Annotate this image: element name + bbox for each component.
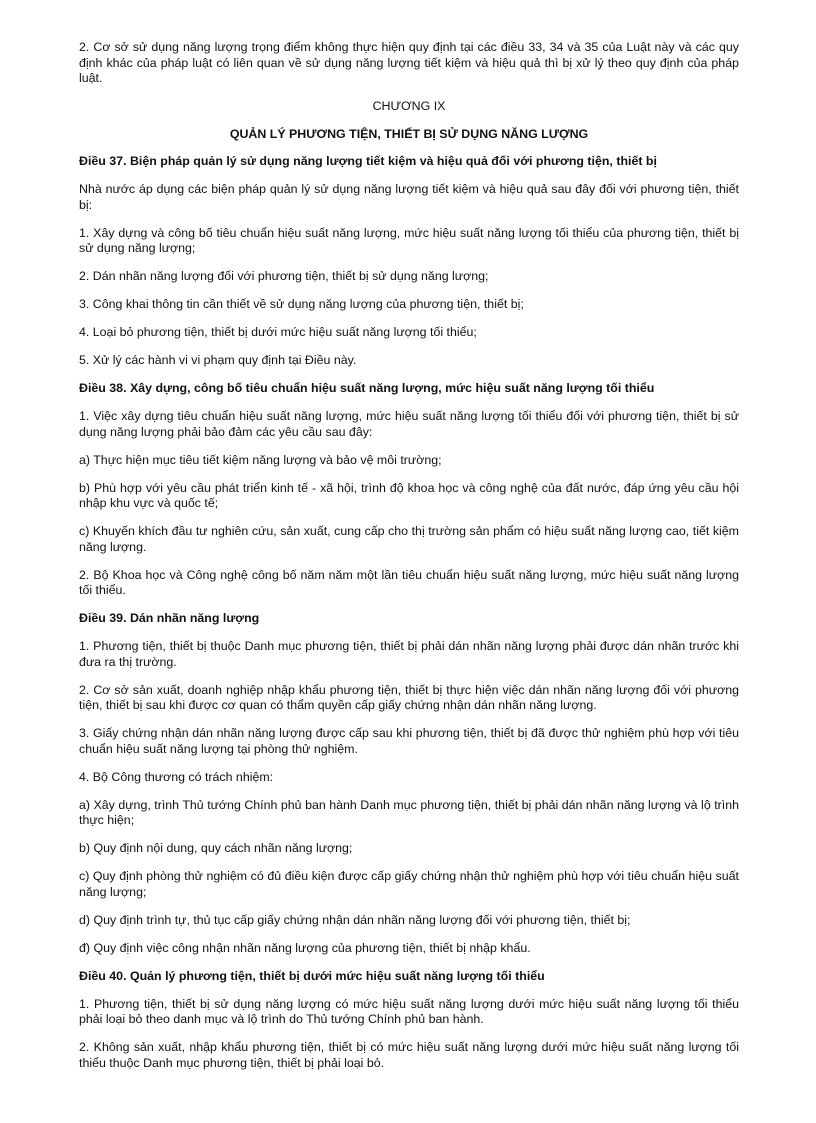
article-37-paragraph: 1. Xây dựng và công bố tiêu chuẩn hiệu suất năng lượng, mức hiệu suất năng lượng tối thiểu của phương tiện, thiết bị sử dụng năng lượng; xyxy=(79,225,739,255)
chapter-label: CHƯƠNG IX xyxy=(372,99,446,113)
article-37-paragraph: 3. Công khai thông tin cần thiết về sử dụng năng lượng của phương tiện, thiết bị; xyxy=(79,297,524,311)
article-38-heading: Điều 38. Xây dựng, công bố tiêu chuẩn hiệu suất năng lượng, mức hiệu suất năng lượng tối thiểu xyxy=(79,381,655,395)
article-37-paragraph: 5. Xử lý các hành vi vi phạm quy định tại Điều này. xyxy=(79,353,357,367)
article-37-paragraph: Nhà nước áp dụng các biện pháp quản lý sử dụng năng lượng tiết kiệm và hiệu quả sau đây đối với phương tiện, thiết bị: xyxy=(79,182,739,212)
article-38-paragraph: 1. Việc xây dựng tiêu chuẩn hiệu suất năng lượng, mức hiệu suất năng lượng tối thiểu đối với phương tiện, thiết bị sử dụng năng lượng phải bảo đảm các yêu cầu sau đây: xyxy=(79,409,739,439)
article-39-paragraph: đ) Quy định việc công nhận nhãn năng lượng của phương tiện, thiết bị nhập khẩu. xyxy=(79,940,531,955)
article-37-paragraph: 2. Dán nhãn năng lượng đối với phương tiện, thiết bị sử dụng năng lượng; xyxy=(79,269,489,283)
article-38-paragraph: c) Khuyến khích đầu tư nghiên cứu, sản xuất, cung cấp cho thị trường sản phẩm có hiệu suất năng lượng cao, tiết kiệm năng lượng. xyxy=(79,524,739,554)
article-39-paragraph: 1. Phương tiện, thiết bị thuộc Danh mục phương tiện, thiết bị phải dán nhãn năng lượng phải được dán nhãn trước khi đưa ra thị trường. xyxy=(79,639,739,669)
article-38-paragraph: a) Thực hiện mục tiêu tiết kiệm năng lượng và bảo vệ môi trường; xyxy=(79,452,442,467)
article-37-heading: Điều 37. Biện pháp quản lý sử dụng năng lượng tiết kiệm và hiệu quả đối với phương tiện, thiết bị xyxy=(79,154,657,168)
article-39-paragraph: c) Quy định phòng thử nghiệm có đủ điều kiện được cấp giấy chứng nhận thử nghiệm phù hợp với tiêu chuẩn hiệu suất năng lượng; xyxy=(79,869,739,899)
document-page xyxy=(79,40,739,1084)
article-38-paragraph: 2. Bộ Khoa học và Công nghệ công bố năm năm một lần tiêu chuẩn hiệu suất năng lượng, mức hiệu suất năng lượng tối thiểu. xyxy=(79,567,739,597)
article-40-heading: Điều 40. Quản lý phương tiện, thiết bị dưới mức hiệu suất năng lượng tối thiểu xyxy=(79,968,545,983)
article-37-paragraph: 4. Loại bỏ phương tiện, thiết bị dưới mức hiệu suất năng lượng tối thiểu; xyxy=(79,325,477,339)
article-39-paragraph: 3. Giấy chứng nhận dán nhãn năng lượng được cấp sau khi phương tiện, thiết bị đã được thử nghiệm phù hợp với tiêu chuẩn hiệu suất năng lượng tại phòng thử nghiệm. xyxy=(79,726,739,756)
article-39-paragraph: a) Xây dựng, trình Thủ tướng Chính phủ ban hành Danh mục phương tiện, thiết bị phải dán nhãn năng lượng và lộ trình thực hiện; xyxy=(79,797,739,827)
article-39-paragraph: 4. Bộ Công thương có trách nhiệm: xyxy=(79,769,274,784)
chapter-title: QUẢN LÝ PHƯƠNG TIỆN, THIẾT BỊ SỬ DỤNG NĂNG LƯỢNG xyxy=(229,126,589,141)
article-40-paragraph: 2. Không sản xuất, nhập khẩu phương tiện, thiết bị có mức hiệu suất năng lượng dưới mức hiệu suất năng lượng tối thiểu thuộc Danh mục phương tiện, thiết bị phải loại bỏ. xyxy=(79,1040,739,1070)
article-39-paragraph: b) Quy định nội dung, quy cách nhãn năng lượng; xyxy=(79,841,353,855)
article-39-heading: Điều 39. Dán nhãn năng lượng xyxy=(79,611,260,625)
article-40-paragraph: 1. Phương tiện, thiết bị sử dụng năng lượng có mức hiệu suất năng lượng dưới mức hiệu suất năng lượng tối thiểu phải loại bỏ theo danh mục và lộ trình do Thủ tướng Chính phủ ban hành. xyxy=(79,996,739,1026)
article-38-paragraph: b) Phù hợp với yêu cầu phát triển kinh tế - xã hội, trình độ khoa học và công nghệ của đất nước, đáp ứng yêu cầu hội nhập khu vực và quốc tế; xyxy=(79,480,739,510)
article-39-paragraph: 2. Cơ sở sản xuất, doanh nghiệp nhập khẩu phương tiện, thiết bị thực hiện việc dán nhãn năng lượng đối với phương tiện, thiết bị sau khi được cơ quan có thẩm quyền cấp giấy chứng nhận dán nhãn năng lượng. xyxy=(79,682,739,712)
article-39-paragraph: d) Quy định trình tự, thủ tục cấp giấy chứng nhận dán nhãn năng lượng đối với phương tiện, thiết bị; xyxy=(79,912,631,927)
intro-paragraph: 2. Cơ sở sử dụng năng lượng trọng điểm không thực hiện quy định tại các điều 33, 34 và 35 của Luật này và các quy định khác của pháp luật có liên quan về sử dụng năng lượng tiết kiệm và hiệu quả thì bị xử lý theo quy định của pháp luật. xyxy=(79,40,739,85)
